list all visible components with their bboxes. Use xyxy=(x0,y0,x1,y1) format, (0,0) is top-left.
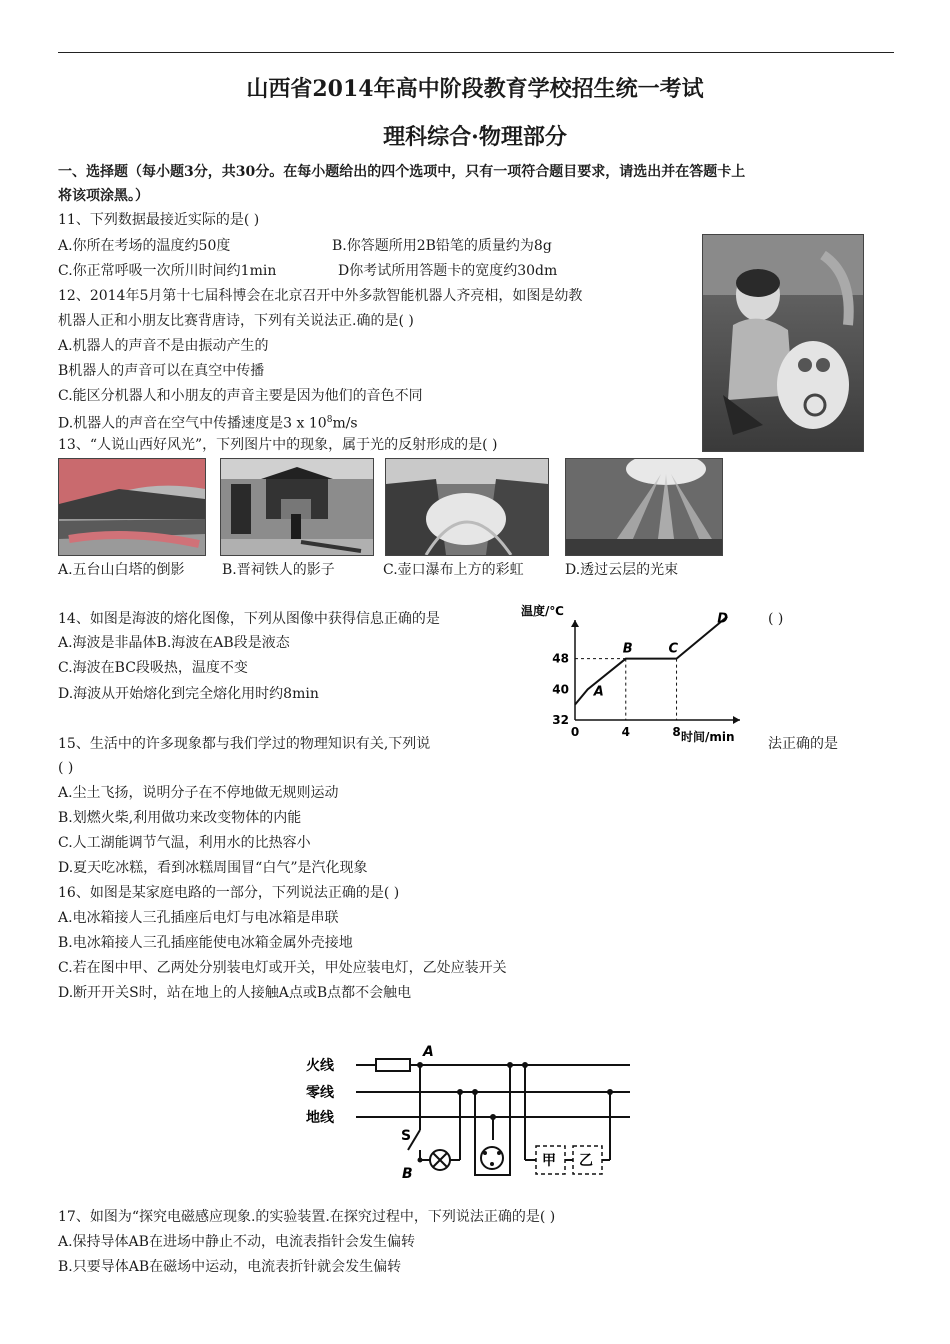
robot-child-illustration xyxy=(703,235,863,451)
q17-stem: 17、如图为“探究电磁感应现象.的实验装置.在探究过程中，下列说法正确的是( ) xyxy=(58,1209,556,1225)
graph-points xyxy=(593,612,729,700)
household-circuit-diagram xyxy=(300,1040,640,1182)
q15-option-c: C.人工湖能调节气温，利用水的比热容小 xyxy=(58,835,311,851)
graph-x-tick-label: 8 xyxy=(672,725,681,739)
label-ground-wire: 地线 xyxy=(306,1110,334,1126)
q11-option-d: D你考试所用答题卡的宽度约30dm xyxy=(338,263,558,279)
q14-option-d: D.海波从开始熔化到完全熔化用时约8min xyxy=(58,686,319,702)
pagoda-reflection-illustration xyxy=(59,459,205,555)
q12-option-c: C.能区分机器人和小朋友的声音主要是因为他们的音色不同 xyxy=(58,388,423,404)
melting-graph xyxy=(515,595,750,750)
q12-option-d-prefix: D.机器人的声音在空气中传播速度是3 x 10 xyxy=(58,415,327,432)
q12-option-d-suffix: m/s xyxy=(332,415,358,432)
q17-option-b: B.只要导体AB在磁场中运动，电流表折针就会发生偏转 xyxy=(58,1259,402,1275)
graph-y-tick-label: 32 xyxy=(552,713,569,727)
label-jia: 甲 xyxy=(542,1153,556,1169)
q12-option-b: B机器人的声音可以在真空中传播 xyxy=(58,363,265,379)
exam-subtitle: 理科综合·物理部分 xyxy=(383,124,567,150)
q13-option-c: C.壶口瀑布上方的彩虹 xyxy=(383,562,524,578)
graph-x-tick-label: 0 xyxy=(570,725,580,739)
q13-photo-d-light-beams xyxy=(565,458,723,556)
q15-stem-left: 15、生活中的许多现象都与我们学过的物理知识有关,下列说 xyxy=(58,736,431,752)
q13-stem: 13、“人说山西好风光”，下列图片中的现象，属于光的反射形成的是( ) xyxy=(58,437,498,453)
q16-option-d: D.断开开关S时，站在地上的人接触A点或B点都不会触电 xyxy=(58,985,412,1001)
q14-stem: 14、如图是海波的熔化图像，下列从图像中获得信息正确的是 xyxy=(58,611,440,627)
q12-option-a: A.机器人的声音不是由振动产生的 xyxy=(58,338,269,354)
q11-stem: 11、下列数据最接近实际的是( ) xyxy=(58,212,260,228)
q11-option-b: B.你答题所用2B铅笔的质量约为8g xyxy=(332,238,552,254)
light-beams-illustration xyxy=(566,459,722,555)
graph-guides xyxy=(575,659,677,720)
section-heading-line2: 将该项涂黑。） xyxy=(58,188,149,204)
q13-photo-c-waterfall-rainbow xyxy=(385,458,549,556)
q12-option-d xyxy=(58,410,358,434)
q15-option-d: D.夏天吃冰糕，看到冰糕周围冒“白气”是汽化现象 xyxy=(58,860,368,876)
q13-option-d: D.透过云层的光束 xyxy=(565,562,679,578)
graph-x-arrow xyxy=(733,716,740,724)
q16-option-a: A.电冰箱接人三孔插座后电灯与电冰箱是串联 xyxy=(58,910,339,926)
graph-y-tick-label: 40 xyxy=(552,682,569,697)
q12-stem-line2: 机器人正和小朋友比赛背唐诗，下列有关说法正.确的是( ) xyxy=(58,313,414,329)
q13-option-a: A.五台山白塔的倒影 xyxy=(58,562,185,578)
section-heading-line1: 一、选择题（每小题3分，共30分。在每小题给出的四个选项中，只有一项符合题目要求，请选出并在答题卡上 xyxy=(58,164,746,180)
exam-title: 山西省2014年高中阶段教育学校招生统一考试 xyxy=(246,76,704,102)
graph-x-tick-label: 4 xyxy=(621,725,630,739)
q14-answer-paren: ( ) xyxy=(768,611,784,627)
q14-option-ab: A.海波是非晶体B.海波在AB段是液态 xyxy=(58,635,290,651)
label-switch-s: S xyxy=(401,1128,412,1144)
q15-answer-paren: ( ) xyxy=(58,760,74,776)
q16-option-c: C.若在图中甲、乙两处分别装电灯或开关，甲处应装电灯，乙处应装开关 xyxy=(58,960,507,976)
graph-ticks xyxy=(552,652,680,739)
graph-x-axis-label: 时间/min xyxy=(681,730,735,744)
graph-point-label-a: A xyxy=(593,684,604,700)
q15-stem-right: 法正确的是 xyxy=(768,736,838,752)
q14-option-c: C.海波在BC段吸热，温度不变 xyxy=(58,660,248,676)
top-rule xyxy=(58,52,894,53)
q12-stem-line1: 12、2014年5月第十七届科博会在北京召开中外多款智能机器人齐亮相，如图是幼教 xyxy=(58,288,583,304)
q11-option-c: C.你正常呼吸一次所川时间约1min xyxy=(58,263,277,279)
q17-option-a: A.保持导体AB在进场中静止不动，电流表指针会发生偏转 xyxy=(58,1234,415,1250)
q11-option-a: A.你所在考场的温度约50度 xyxy=(58,238,231,254)
q13-photo-a-pagoda-reflection xyxy=(58,458,206,556)
fuse xyxy=(376,1059,410,1071)
graph-y-arrow xyxy=(571,620,579,627)
robot-child-photo xyxy=(702,234,864,452)
label-yi: 乙 xyxy=(579,1153,593,1169)
iron-man-shadow-illustration xyxy=(221,459,373,555)
graph-axes xyxy=(571,620,740,724)
label-point-a: A xyxy=(423,1044,434,1060)
q16-option-b: B.电冰箱接人三孔插座能使电冰箱金属外壳接地 xyxy=(58,935,353,951)
q13-option-b: B.晋祠铁人的影子 xyxy=(222,562,335,578)
graph-y-axis-label: 温度/℃ xyxy=(521,604,564,618)
q15-option-a: A.尘土飞扬，说明分子在不停地做无规则运动 xyxy=(58,785,339,801)
q15-option-b: B.划燃火柴,利用做功来改变物体的内能 xyxy=(58,810,302,826)
label-live-wire: 火线 xyxy=(306,1058,334,1074)
waterfall-rainbow-illustration xyxy=(386,459,548,555)
label-neutral-wire: 零线 xyxy=(306,1085,334,1101)
q12-option-d-exponent: 8 xyxy=(326,415,333,425)
q16-stem: 16、如图是某家庭电路的一部分，下列说法正确的是( ) xyxy=(58,885,400,901)
graph-point-label-d: D xyxy=(717,611,729,627)
graph-y-tick-label: 48 xyxy=(552,651,569,666)
graph-point-label-b: B xyxy=(622,641,633,657)
q13-photo-b-iron-man-shadow xyxy=(220,458,374,556)
label-point-b: B xyxy=(402,1166,413,1182)
graph-point-label-c: C xyxy=(668,641,679,657)
